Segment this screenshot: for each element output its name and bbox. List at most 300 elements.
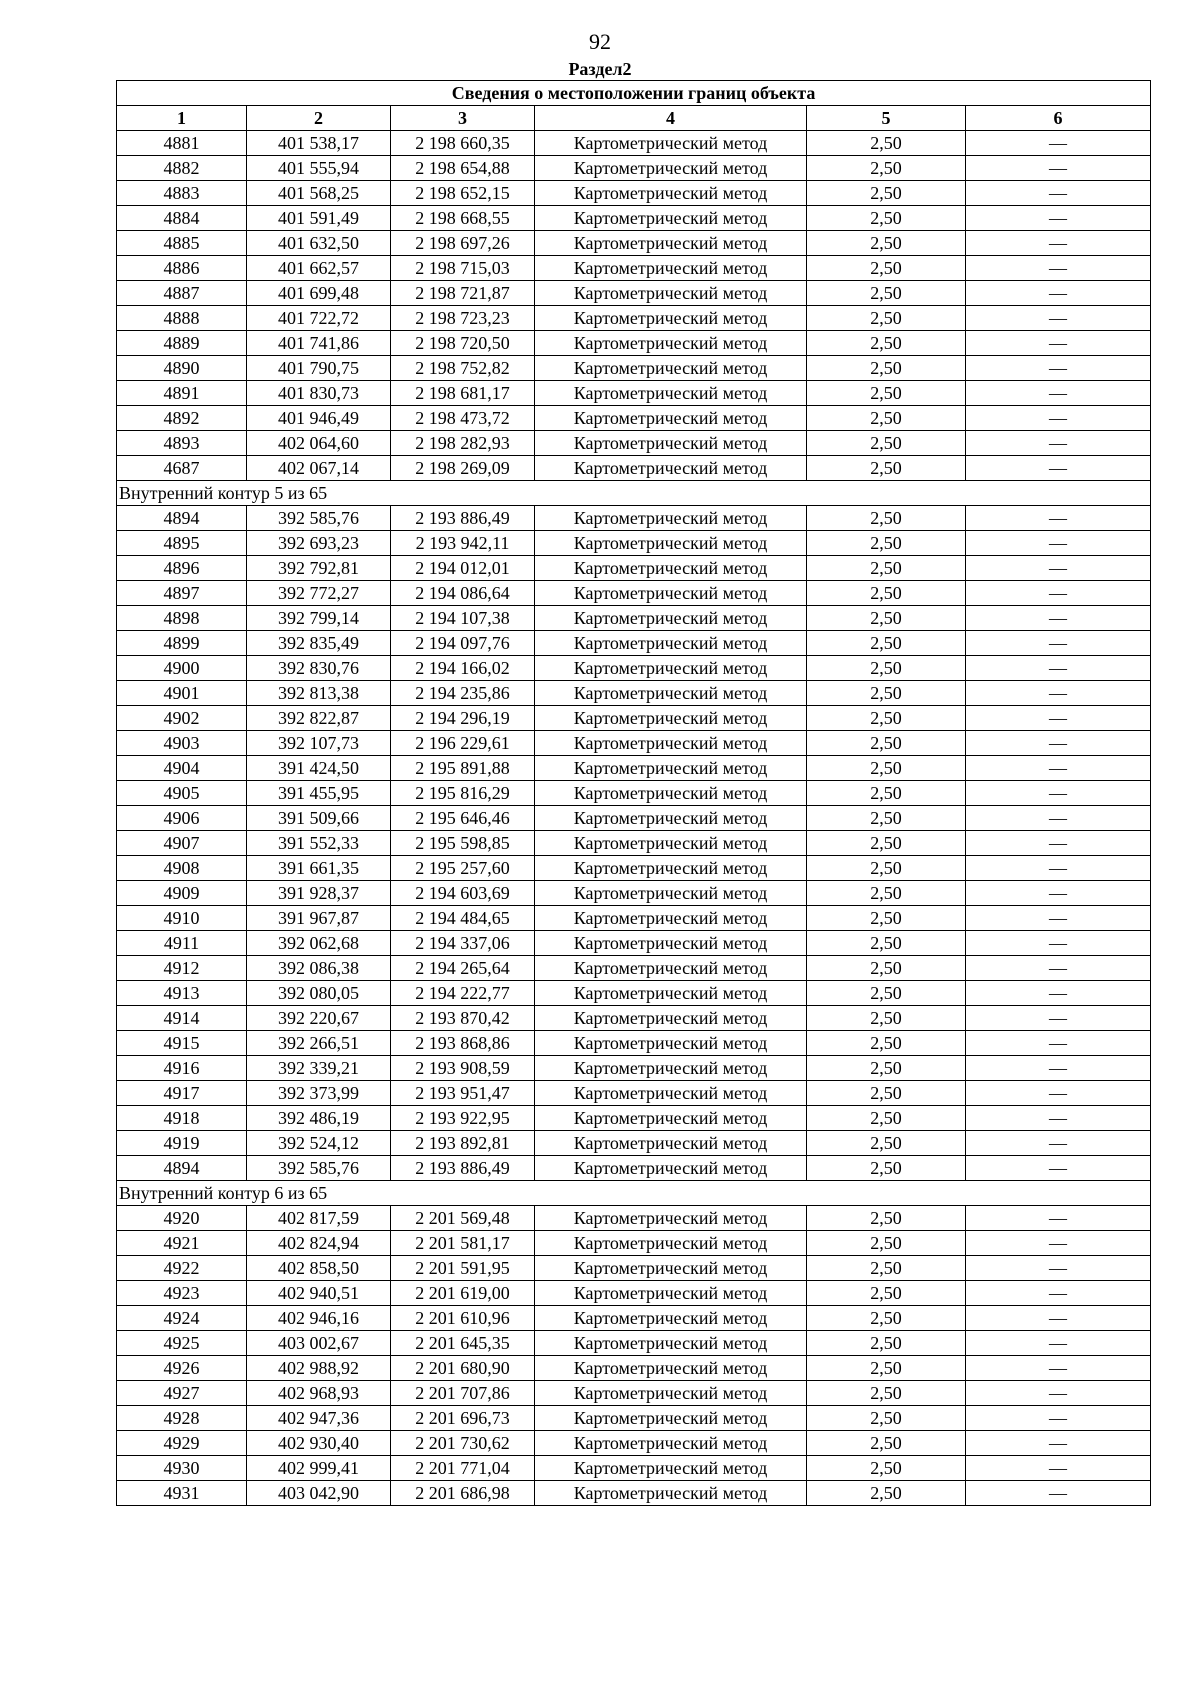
point-number-cell: 4918 [117,1106,247,1131]
x-coordinate-cell: 401 538,17 [247,131,391,156]
method-cell: Картометрический метод [535,756,807,781]
point-number-cell: 4914 [117,1006,247,1031]
y-coordinate-cell: 2 193 886,49 [391,506,535,531]
method-cell: Картометрический метод [535,331,807,356]
accuracy-cell: 2,50 [807,356,966,381]
method-cell: Картометрический метод [535,1331,807,1356]
table-row [117,581,1151,606]
table-row [117,131,1151,156]
table-row [117,681,1151,706]
point-number-cell: 4891 [117,381,247,406]
point-number-cell: 4881 [117,131,247,156]
x-coordinate-cell: 402 947,36 [247,1406,391,1431]
x-coordinate-cell: 392 524,12 [247,1131,391,1156]
x-coordinate-cell: 391 509,66 [247,806,391,831]
table-row [117,856,1151,881]
method-cell: Картометрический метод [535,306,807,331]
method-cell: Картометрический метод [535,1156,807,1181]
table-row [117,1031,1151,1056]
method-cell: Картометрический метод [535,581,807,606]
point-number-cell: 4904 [117,756,247,781]
note-cell: — [966,881,1151,906]
page-number: 92 [589,29,611,54]
note-cell: — [966,981,1151,1006]
x-coordinate-cell: 391 928,37 [247,881,391,906]
x-coordinate-cell: 402 067,14 [247,456,391,481]
contour-label: Внутренний контур 5 из 65 [117,481,1151,506]
accuracy-cell: 2,50 [807,1281,966,1306]
note-cell: — [966,306,1151,331]
method-cell: Картометрический метод [535,181,807,206]
method-cell: Картометрический метод [535,431,807,456]
y-coordinate-cell: 2 194 166,02 [391,656,535,681]
y-coordinate-cell: 2 198 282,93 [391,431,535,456]
y-coordinate-cell: 2 195 598,85 [391,831,535,856]
x-coordinate-cell: 402 824,94 [247,1231,391,1256]
point-number-cell: 4922 [117,1256,247,1281]
note-cell: — [966,831,1151,856]
accuracy-cell: 2,50 [807,1356,966,1381]
method-cell: Картометрический метод [535,1481,807,1506]
y-coordinate-cell: 2 194 107,38 [391,606,535,631]
point-number-cell: 4892 [117,406,247,431]
y-coordinate-cell: 2 201 569,48 [391,1206,535,1231]
accuracy-cell: 2,50 [807,1256,966,1281]
point-number-cell: 4913 [117,981,247,1006]
accuracy-cell: 2,50 [807,1031,966,1056]
point-number-cell: 4925 [117,1331,247,1356]
x-coordinate-cell: 392 266,51 [247,1031,391,1056]
note-cell: — [966,1131,1151,1156]
note-cell: — [966,1156,1151,1181]
method-cell: Картометрический метод [535,1056,807,1081]
table-row [117,531,1151,556]
table-row [117,356,1151,381]
note-cell: — [966,1431,1151,1456]
accuracy-cell: 2,50 [807,231,966,256]
method-cell: Картометрический метод [535,906,807,931]
accuracy-cell: 2,50 [807,331,966,356]
note-cell: — [966,681,1151,706]
x-coordinate-cell: 392 373,99 [247,1081,391,1106]
accuracy-cell: 2,50 [807,1106,966,1131]
method-cell: Картометрический метод [535,681,807,706]
x-coordinate-cell: 392 062,68 [247,931,391,956]
table-row [117,231,1151,256]
point-number-cell: 4910 [117,906,247,931]
x-coordinate-cell: 402 946,16 [247,1306,391,1331]
note-cell: — [966,1381,1151,1406]
point-number-cell: 4897 [117,581,247,606]
x-coordinate-cell: 402 940,51 [247,1281,391,1306]
point-number-cell: 4924 [117,1306,247,1331]
point-number-cell: 4887 [117,281,247,306]
x-coordinate-cell: 402 968,93 [247,1381,391,1406]
x-coordinate-cell: 401 568,25 [247,181,391,206]
y-coordinate-cell: 2 194 086,64 [391,581,535,606]
note-cell: — [966,1306,1151,1331]
x-coordinate-cell: 392 792,81 [247,556,391,581]
accuracy-cell: 2,50 [807,1431,966,1456]
note-cell: — [966,906,1151,931]
method-cell: Картометрический метод [535,556,807,581]
y-coordinate-cell: 2 201 645,35 [391,1331,535,1356]
y-coordinate-cell: 2 194 097,76 [391,631,535,656]
x-coordinate-cell: 402 817,59 [247,1206,391,1231]
method-cell: Картометрический метод [535,381,807,406]
note-cell: — [966,856,1151,881]
table-body [117,131,1151,1506]
y-coordinate-cell: 2 194 265,64 [391,956,535,981]
contour-header-row [117,1181,1151,1206]
accuracy-cell: 2,50 [807,306,966,331]
y-coordinate-cell: 2 198 721,87 [391,281,535,306]
accuracy-cell: 2,50 [807,1006,966,1031]
method-cell: Картометрический метод [535,1381,807,1406]
accuracy-cell: 2,50 [807,931,966,956]
method-cell: Картометрический метод [535,1206,807,1231]
note-cell: — [966,1456,1151,1481]
table-row [117,606,1151,631]
method-cell: Картометрический метод [535,406,807,431]
method-cell: Картометрический метод [535,1431,807,1456]
x-coordinate-cell: 401 662,57 [247,256,391,281]
accuracy-cell: 2,50 [807,1331,966,1356]
point-number-cell: 4901 [117,681,247,706]
point-number-cell: 4882 [117,156,247,181]
point-number-cell: 4894 [117,506,247,531]
y-coordinate-cell: 2 198 723,23 [391,306,535,331]
point-number-cell: 4884 [117,206,247,231]
accuracy-cell: 2,50 [807,381,966,406]
accuracy-cell: 2,50 [807,981,966,1006]
coordinates-table [116,80,1151,1506]
accuracy-cell: 2,50 [807,406,966,431]
note-cell: — [966,706,1151,731]
accuracy-cell: 2,50 [807,606,966,631]
table-row [117,1231,1151,1256]
y-coordinate-cell: 2 193 868,86 [391,1031,535,1056]
method-cell: Картометрический метод [535,1131,807,1156]
y-coordinate-cell: 2 196 229,61 [391,731,535,756]
point-number-cell: 4919 [117,1131,247,1156]
x-coordinate-cell: 392 830,76 [247,656,391,681]
table-row [117,906,1151,931]
point-number-cell: 4893 [117,431,247,456]
x-coordinate-cell: 391 661,35 [247,856,391,881]
table-row [117,1281,1151,1306]
table-row [117,631,1151,656]
accuracy-cell: 2,50 [807,581,966,606]
y-coordinate-cell: 2 193 886,49 [391,1156,535,1181]
y-coordinate-cell: 2 201 591,95 [391,1256,535,1281]
note-cell: — [966,1006,1151,1031]
table-row [117,1106,1151,1131]
point-number-cell: 4921 [117,1231,247,1256]
note-cell: — [966,1231,1151,1256]
note-cell: — [966,256,1151,281]
note-cell: — [966,656,1151,681]
point-number-cell: 4923 [117,1281,247,1306]
accuracy-cell: 2,50 [807,656,966,681]
y-coordinate-cell: 2 198 668,55 [391,206,535,231]
y-coordinate-cell: 2 201 696,73 [391,1406,535,1431]
accuracy-cell: 2,50 [807,1231,966,1256]
method-cell: Картометрический метод [535,856,807,881]
table-row [117,156,1151,181]
y-coordinate-cell: 2 198 697,26 [391,231,535,256]
note-cell: — [966,406,1151,431]
point-number-cell: 4911 [117,931,247,956]
note-cell: — [966,781,1151,806]
point-number-cell: 4909 [117,881,247,906]
y-coordinate-cell: 2 193 870,42 [391,1006,535,1031]
accuracy-cell: 2,50 [807,506,966,531]
note-cell: — [966,131,1151,156]
table-row [117,1331,1151,1356]
y-coordinate-cell: 2 201 686,98 [391,1481,535,1506]
accuracy-cell: 2,50 [807,181,966,206]
table-row [117,306,1151,331]
x-coordinate-cell: 401 741,86 [247,331,391,356]
method-cell: Картометрический метод [535,1031,807,1056]
note-cell: — [966,206,1151,231]
note-cell: — [966,231,1151,256]
table-row [117,556,1151,581]
accuracy-cell: 2,50 [807,881,966,906]
column-header: 1 [117,106,247,131]
note-cell: — [966,1256,1151,1281]
x-coordinate-cell: 392 799,14 [247,606,391,631]
column-header: 5 [807,106,966,131]
table-title: Сведения о местоположении границ объекта [117,81,1151,106]
y-coordinate-cell: 2 201 581,17 [391,1231,535,1256]
note-cell: — [966,731,1151,756]
accuracy-cell: 2,50 [807,1206,966,1231]
table-row [117,881,1151,906]
point-number-cell: 4896 [117,556,247,581]
note-cell: — [966,456,1151,481]
method-cell: Картометрический метод [535,506,807,531]
table-row [117,1081,1151,1106]
method-cell: Картометрический метод [535,256,807,281]
method-cell: Картометрический метод [535,1406,807,1431]
point-number-cell: 4912 [117,956,247,981]
method-cell: Картометрический метод [535,631,807,656]
x-coordinate-cell: 392 772,27 [247,581,391,606]
y-coordinate-cell: 2 198 752,82 [391,356,535,381]
accuracy-cell: 2,50 [807,631,966,656]
point-number-cell: 4890 [117,356,247,381]
x-coordinate-cell: 402 930,40 [247,1431,391,1456]
y-coordinate-cell: 2 195 646,46 [391,806,535,831]
x-coordinate-cell: 402 064,60 [247,431,391,456]
x-coordinate-cell: 403 042,90 [247,1481,391,1506]
x-coordinate-cell: 392 339,21 [247,1056,391,1081]
y-coordinate-cell: 2 194 296,19 [391,706,535,731]
method-cell: Картометрический метод [535,731,807,756]
y-coordinate-cell: 2 195 257,60 [391,856,535,881]
method-cell: Картометрический метод [535,831,807,856]
method-cell: Картометрический метод [535,881,807,906]
note-cell: — [966,806,1151,831]
accuracy-cell: 2,50 [807,206,966,231]
method-cell: Картометрический метод [535,981,807,1006]
table-row [117,406,1151,431]
y-coordinate-cell: 2 198 473,72 [391,406,535,431]
table-row [117,331,1151,356]
method-cell: Картометрический метод [535,131,807,156]
note-cell: — [966,156,1151,181]
contour-header-row [117,481,1151,506]
table-row [117,431,1151,456]
point-number-cell: 4915 [117,1031,247,1056]
x-coordinate-cell: 392 585,76 [247,506,391,531]
column-header: 4 [535,106,807,131]
x-coordinate-cell: 391 552,33 [247,831,391,856]
contour-label: Внутренний контур 6 из 65 [117,1181,1151,1206]
column-header: 2 [247,106,391,131]
table-row [117,1356,1151,1381]
accuracy-cell: 2,50 [807,1381,966,1406]
x-coordinate-cell: 392 835,49 [247,631,391,656]
method-cell: Картометрический метод [535,931,807,956]
point-number-cell: 4895 [117,531,247,556]
note-cell: — [966,531,1151,556]
x-coordinate-cell: 392 486,19 [247,1106,391,1131]
method-cell: Картометрический метод [535,956,807,981]
table-row [117,381,1151,406]
table-row [117,206,1151,231]
point-number-cell: 4917 [117,1081,247,1106]
method-cell: Картометрический метод [535,456,807,481]
y-coordinate-cell: 2 195 891,88 [391,756,535,781]
note-cell: — [966,181,1151,206]
accuracy-cell: 2,50 [807,756,966,781]
note-cell: — [966,1356,1151,1381]
table-row [117,1456,1151,1481]
x-coordinate-cell: 391 967,87 [247,906,391,931]
y-coordinate-cell: 2 201 610,96 [391,1306,535,1331]
accuracy-cell: 2,50 [807,1156,966,1181]
table-row [117,456,1151,481]
accuracy-cell: 2,50 [807,781,966,806]
table-row [117,181,1151,206]
table-row [117,1206,1151,1231]
x-coordinate-cell: 392 813,38 [247,681,391,706]
column-number-row [117,106,1151,131]
table-row [117,781,1151,806]
accuracy-cell: 2,50 [807,731,966,756]
table-row [117,806,1151,831]
note-cell: — [966,1206,1151,1231]
note-cell: — [966,556,1151,581]
accuracy-cell: 2,50 [807,1306,966,1331]
note-cell: — [966,1331,1151,1356]
x-coordinate-cell: 392 107,73 [247,731,391,756]
table-row [117,1056,1151,1081]
table-row [117,831,1151,856]
method-cell: Картометрический метод [535,1231,807,1256]
point-number-cell: 4889 [117,331,247,356]
note-cell: — [966,606,1151,631]
x-coordinate-cell: 392 080,05 [247,981,391,1006]
y-coordinate-cell: 2 201 619,00 [391,1281,535,1306]
point-number-cell: 4902 [117,706,247,731]
method-cell: Картометрический метод [535,531,807,556]
method-cell: Картометрический метод [535,706,807,731]
method-cell: Картометрический метод [535,206,807,231]
accuracy-cell: 2,50 [807,556,966,581]
y-coordinate-cell: 2 198 654,88 [391,156,535,181]
point-number-cell: 4931 [117,1481,247,1506]
table-row [117,956,1151,981]
y-coordinate-cell: 2 193 942,11 [391,531,535,556]
point-number-cell: 4916 [117,1056,247,1081]
y-coordinate-cell: 2 193 908,59 [391,1056,535,1081]
note-cell: — [966,1081,1151,1106]
x-coordinate-cell: 402 999,41 [247,1456,391,1481]
point-number-cell: 4903 [117,731,247,756]
x-coordinate-cell: 392 086,38 [247,956,391,981]
x-coordinate-cell: 392 822,87 [247,706,391,731]
accuracy-cell: 2,50 [807,856,966,881]
y-coordinate-cell: 2 198 715,03 [391,256,535,281]
x-coordinate-cell: 392 693,23 [247,531,391,556]
accuracy-cell: 2,50 [807,1131,966,1156]
note-cell: — [966,581,1151,606]
y-coordinate-cell: 2 201 680,90 [391,1356,535,1381]
note-cell: — [966,431,1151,456]
y-coordinate-cell: 2 194 222,77 [391,981,535,1006]
y-coordinate-cell: 2 198 269,09 [391,456,535,481]
table-row [117,1306,1151,1331]
y-coordinate-cell: 2 194 012,01 [391,556,535,581]
y-coordinate-cell: 2 194 337,06 [391,931,535,956]
x-coordinate-cell: 392 585,76 [247,1156,391,1181]
y-coordinate-cell: 2 201 707,86 [391,1381,535,1406]
x-coordinate-cell: 401 591,49 [247,206,391,231]
accuracy-cell: 2,50 [807,1406,966,1431]
note-cell: — [966,1031,1151,1056]
y-coordinate-cell: 2 201 730,62 [391,1431,535,1456]
x-coordinate-cell: 391 455,95 [247,781,391,806]
method-cell: Картометрический метод [535,1006,807,1031]
table-row [117,756,1151,781]
table-row [117,256,1151,281]
note-cell: — [966,956,1151,981]
accuracy-cell: 2,50 [807,131,966,156]
note-cell: — [966,631,1151,656]
method-cell: Картометрический метод [535,281,807,306]
point-number-cell: 4908 [117,856,247,881]
y-coordinate-cell: 2 198 720,50 [391,331,535,356]
table-row [117,656,1151,681]
accuracy-cell: 2,50 [807,256,966,281]
y-coordinate-cell: 2 201 771,04 [391,1456,535,1481]
accuracy-cell: 2,50 [807,1481,966,1506]
y-coordinate-cell: 2 194 603,69 [391,881,535,906]
y-coordinate-cell: 2 198 681,17 [391,381,535,406]
method-cell: Картометрический метод [535,1456,807,1481]
column-header: 3 [391,106,535,131]
x-coordinate-cell: 401 790,75 [247,356,391,381]
note-cell: — [966,1106,1151,1131]
accuracy-cell: 2,50 [807,431,966,456]
point-number-cell: 4894 [117,1156,247,1181]
accuracy-cell: 2,50 [807,706,966,731]
accuracy-cell: 2,50 [807,456,966,481]
